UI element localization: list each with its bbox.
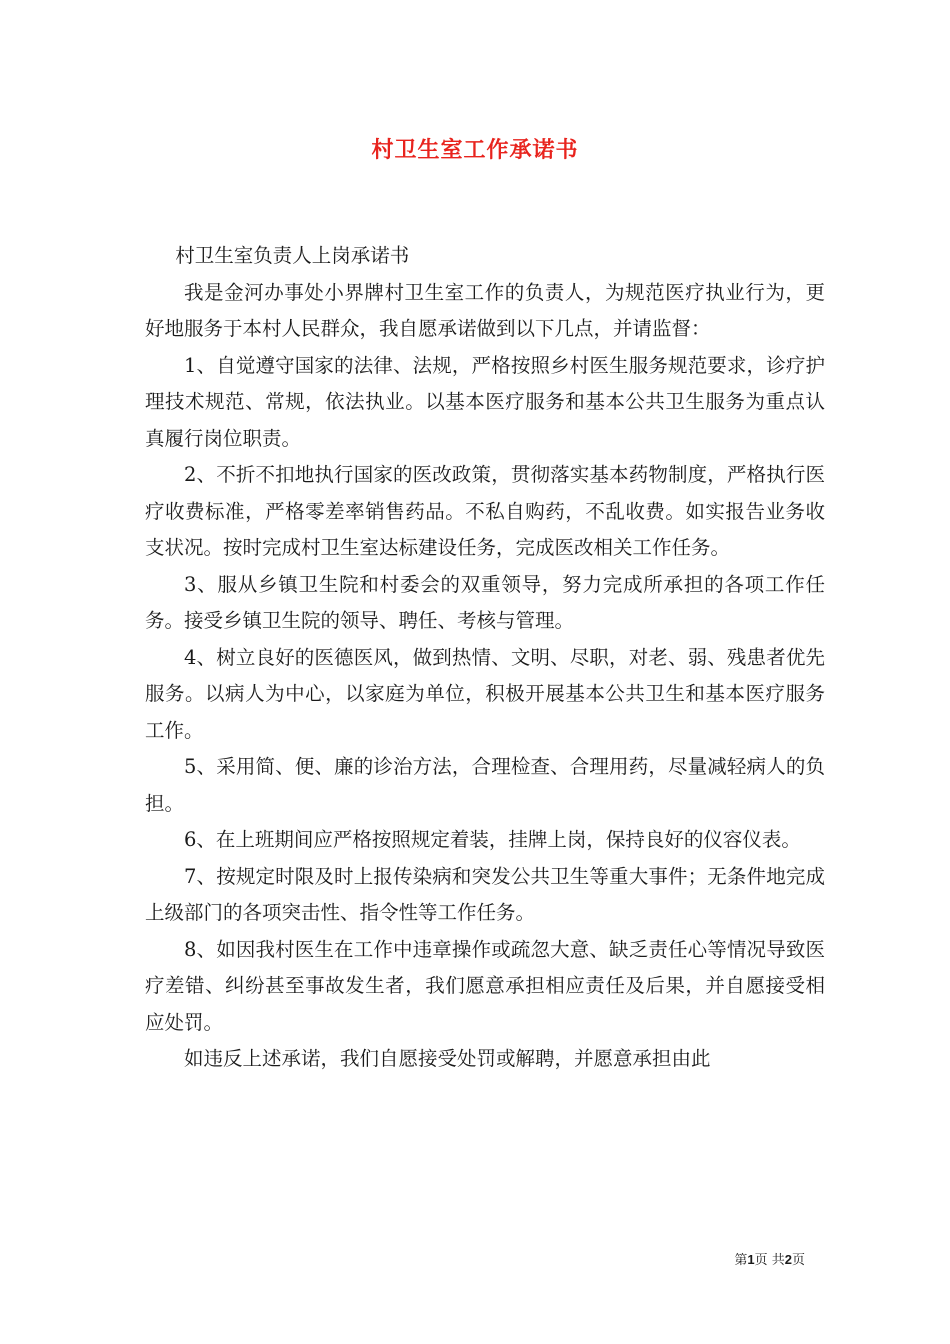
footer-total-pages: 2: [784, 1252, 792, 1267]
paragraph-closing: 如违反上述承诺，我们自愿接受处罚或解聘，并愿意承担由此: [184, 1047, 711, 1070]
footer-middle: 页 共: [754, 1253, 785, 1268]
document-body: [145, 238, 825, 1078]
paragraph-item-8: 8、如因我村医生在工作中违章操作或疏忽大意、缺乏责任心等情况导致医疗差错、纠纷甚至事故发生者，我们愿意承担相应责任及后果，并自愿接受相应处罚。: [145, 937, 825, 1034]
paragraph-item-6: 6、在上班期间应严格按照规定着装，挂牌上岗，保持良好的仪容仪表。: [184, 828, 801, 851]
paragraph-item-4: 4、树立良好的医德医风，做到热情、文明、尽职，对老、弱、残患者优先服务。以病人为中心，以家庭为单位，积极开展基本公共卫生和基本医疗服务工作。: [145, 645, 825, 742]
paragraph-item-2: 2、不折不扣地执行国家的医改政策，贯彻落实基本药物制度，严格执行医疗收费标准，严格零差率销售药品。不私自购药，不乱收费。如实报告业务收支状况。按时完成村卫生室达标建设任务，完成医改相关工作任务。: [145, 463, 825, 559]
paragraph-item-3: 3、服从乡镇卫生院和村委会的双重领导，努力完成所承担的各项工作任务。接受乡镇卫生院的领导、聘任、考核与管理。: [145, 572, 825, 632]
paragraph-item-1: 1、自觉遵守国家的法律、法规，严格按照乡村医生服务规范要求，诊疗护理技术规范、常规，依法执业。以基本医疗服务和基本公共卫生服务为重点认真履行岗位职责。: [145, 353, 825, 450]
paragraph-item-7: 7、按规定时限及时上报传染病和突发公共卫生等重大事件；无条件地完成上级部门的各项突击性、指令性等工作任务。: [145, 864, 825, 924]
page-footer: [734, 1249, 805, 1268]
paragraph-item-5: 5、采用简、便、廉的诊治方法，合理检查、合理用药，尽量减轻病人的负担。: [145, 755, 825, 815]
footer-current-page: 1: [747, 1252, 755, 1267]
document-subtitle: 村卫生室负责人上岗承诺书: [175, 244, 410, 267]
document-title: 村卫生室工作承诺书: [371, 137, 579, 163]
footer-suffix: 页: [791, 1253, 805, 1268]
paragraph-intro: 我是金河办事处小界牌村卫生室工作的负责人，为规范医疗执业行为，更好地服务于本村人民群众，我自愿承诺做到以下几点，并请监督：: [145, 280, 825, 340]
footer-prefix: 第: [734, 1253, 748, 1268]
